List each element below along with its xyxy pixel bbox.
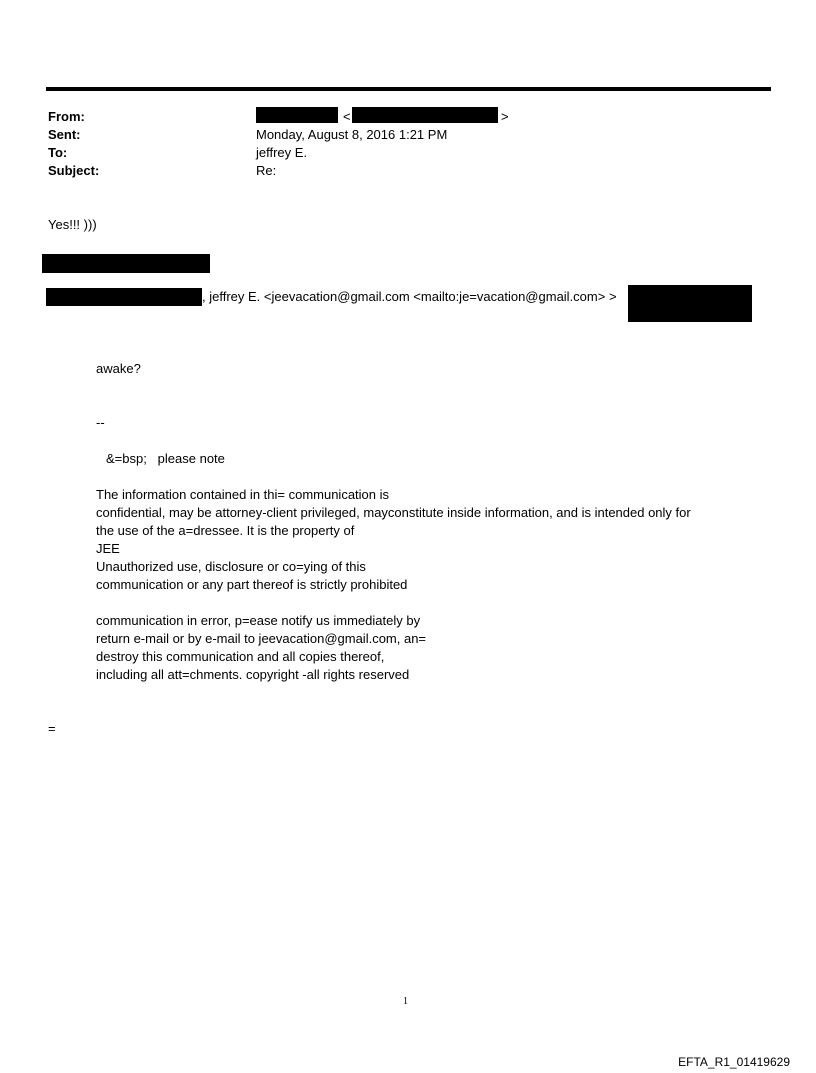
signature-separator: -- — [96, 415, 105, 430]
disclaimer-line: The information contained in thi= communication is — [96, 487, 390, 502]
disclaimer-line: the use of the a=dressee. It is the property of — [96, 523, 355, 538]
redacted-quote-date — [46, 288, 202, 306]
redacted-quote-tail — [628, 285, 752, 322]
subject-label: Subject: — [48, 163, 100, 178]
quoted-awake: awake? — [96, 361, 141, 376]
reply-text: Yes!!! ))) — [48, 217, 97, 232]
disclaimer-line: including all att=chments. copyright -all rights reserved — [96, 667, 410, 682]
disclaimer-line: communication or any part thereof is strictly prohibited — [96, 577, 408, 592]
sent-label: Sent: — [48, 127, 81, 142]
disclaimer-line: destroy this communication and all copies thereof, — [96, 649, 385, 664]
document-id: EFTA_R1_01419629 — [678, 1055, 790, 1069]
disclaimer-line: JEE — [96, 541, 120, 556]
disclaimer-line: communication in error, p=ease notify us immediately by — [96, 613, 421, 628]
page-number: 1 — [403, 996, 408, 1007]
redacted-sender-name — [256, 107, 338, 123]
from-label: From: — [48, 109, 85, 124]
sent-value: Monday, August 8, 2016 1:21 PM — [256, 127, 448, 142]
from-lt: < — [343, 109, 351, 124]
to-value: jeffrey E. — [256, 145, 308, 160]
redacted-quote-header — [42, 254, 210, 273]
from-gt: > — [501, 109, 509, 124]
quote-attribution: , jeffrey E. <jeevacation@gmail.com <mailto:je=vacation@gmail.com> > — [202, 289, 617, 304]
disclaimer-line: Unauthorized use, disclosure or co=ying of this — [96, 559, 366, 574]
disclaimer-line: return e-mail or by e-mail to jeevacation@gmail.com, an= — [96, 631, 427, 646]
disclaimer-line: confidential, may be attorney-client privileged, mayconstitute inside information, and is intended only for — [96, 505, 691, 520]
trailing-equals: = — [48, 721, 56, 736]
subject-value: Re: — [256, 163, 277, 178]
redacted-sender-email — [352, 107, 498, 123]
header-rule — [46, 87, 771, 91]
to-label: To: — [48, 145, 68, 160]
please-note: &=bsp; please note — [106, 451, 225, 466]
